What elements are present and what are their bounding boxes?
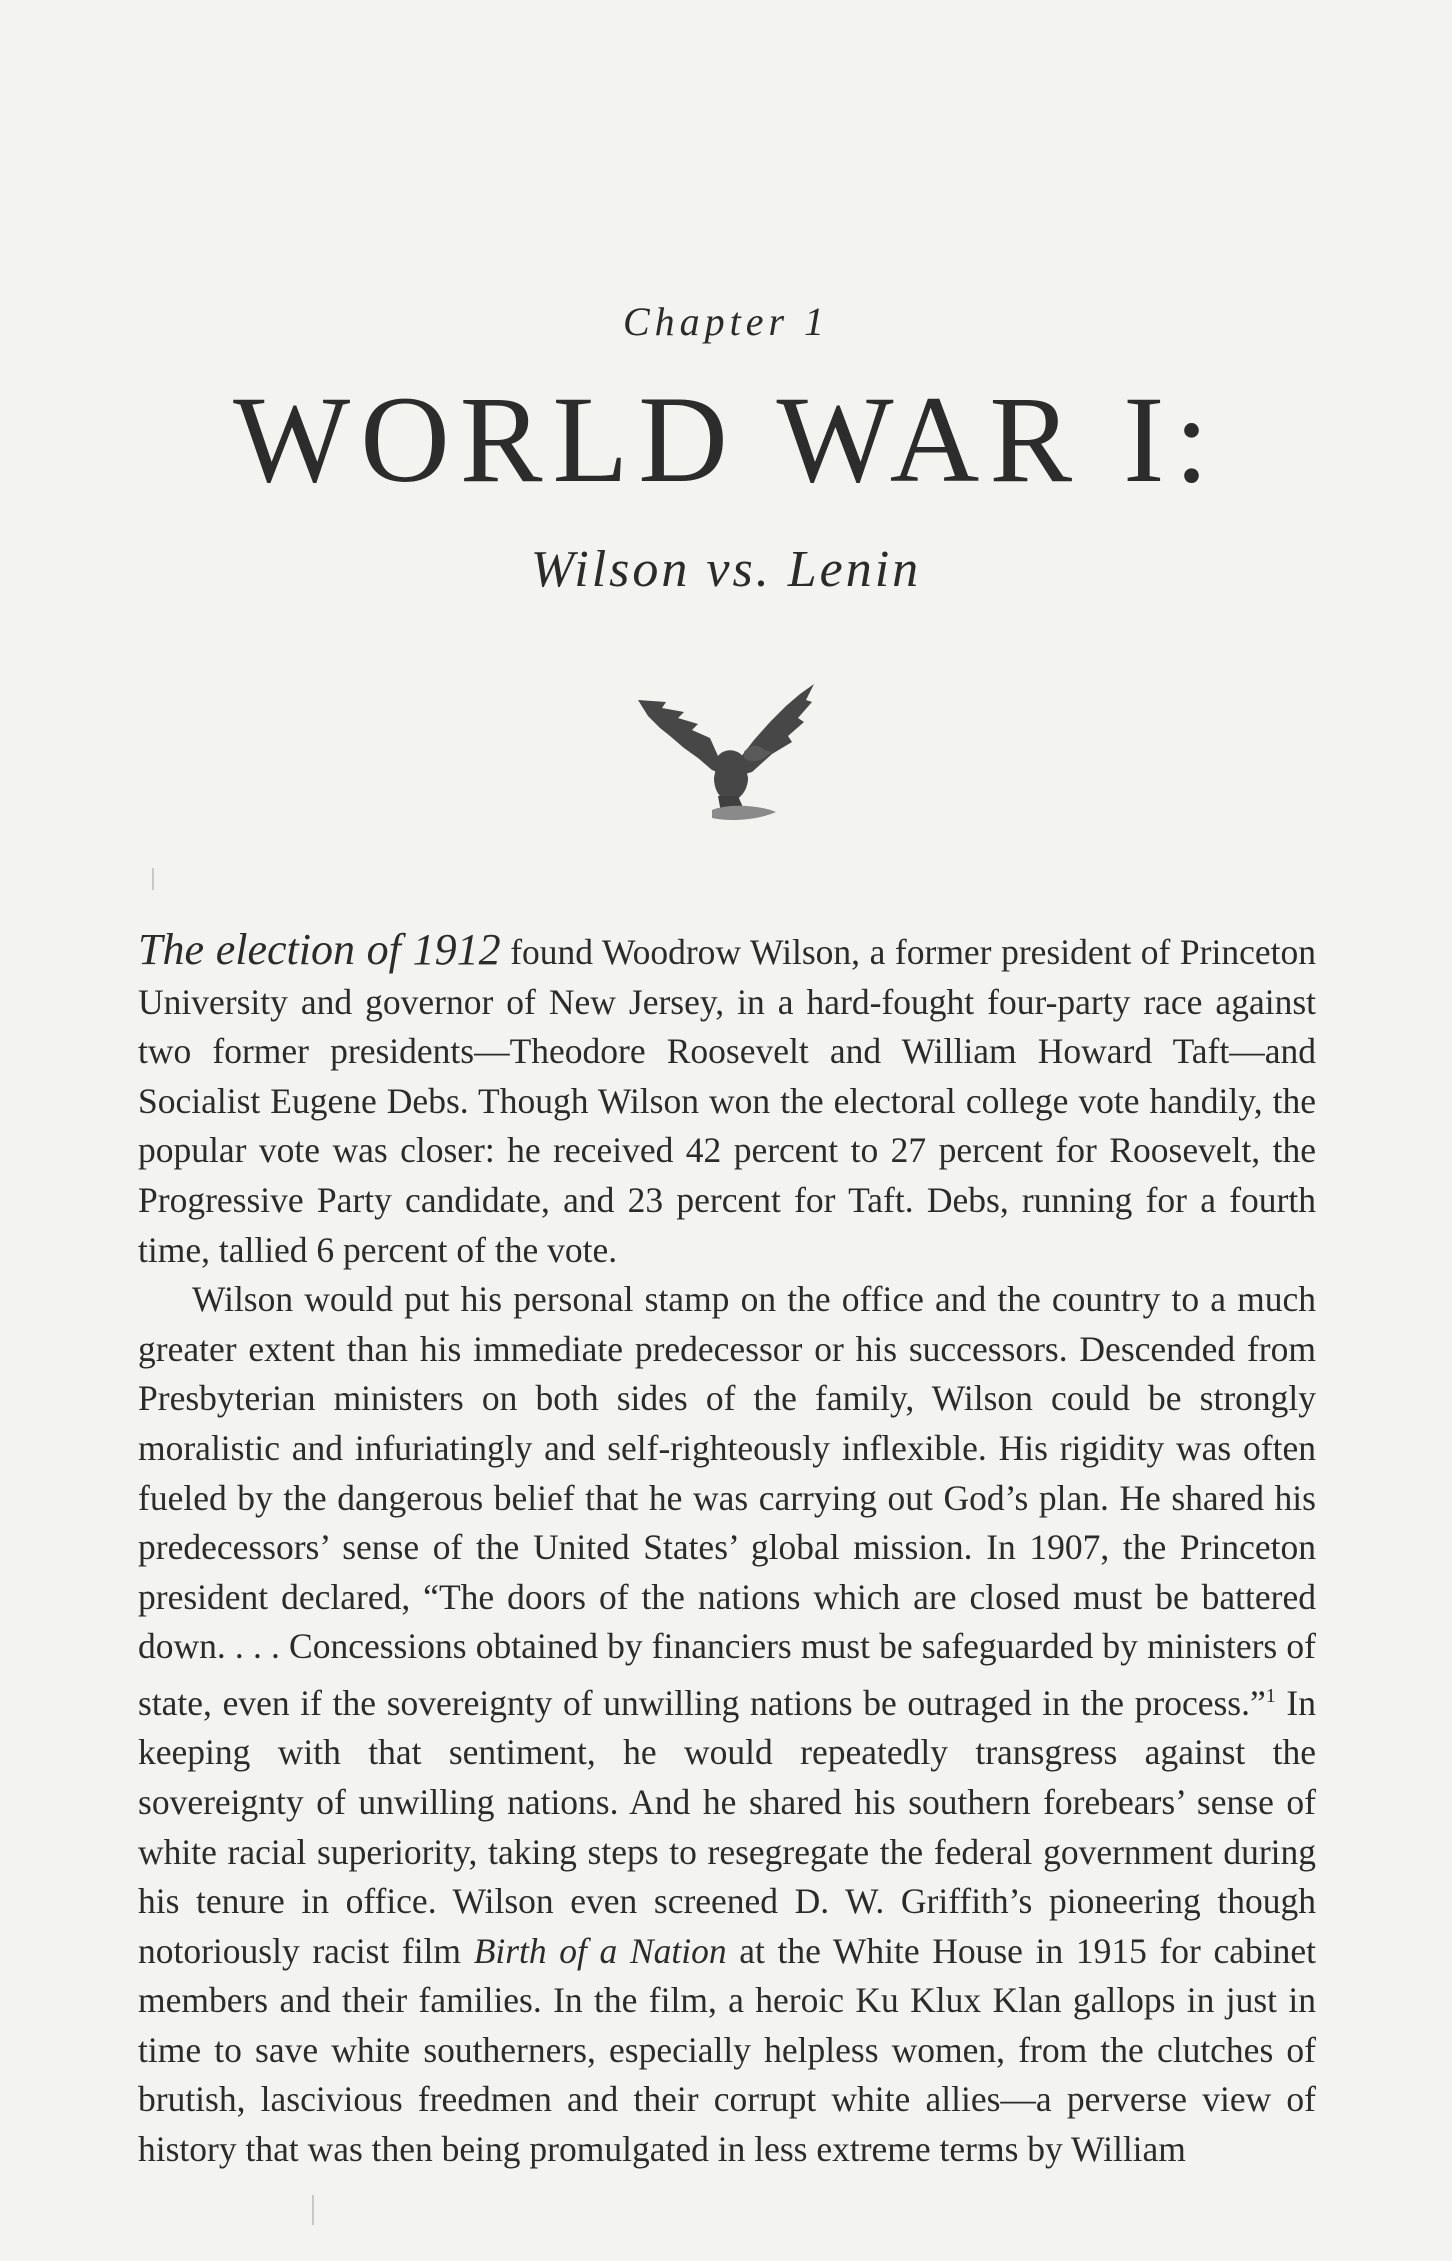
eagle-left-wing — [638, 700, 722, 774]
chapter-label: Chapter 1 — [622, 299, 830, 344]
chapter-title: WORLD WAR I: — [233, 371, 1219, 508]
eagle-right-wing — [738, 684, 814, 776]
body-text — [138, 925, 1316, 2175]
eagle-perch — [712, 806, 776, 820]
lead-in: The election of 1912 — [138, 925, 501, 974]
scan-artifact — [152, 868, 154, 890]
scan-artifact — [312, 2195, 314, 2225]
film-title: Birth of a Nation — [473, 1930, 727, 1971]
eagle-icon — [626, 678, 826, 828]
paragraph-2 — [138, 1275, 1316, 2175]
paragraph-2-text-a: Wilson would put his personal stamp on the office and the country to a much greater extent than his immediate predecessor or his successors. Descended from Presbyterian ministers on both sides of the family, Wilson could be strongly moralistic and infuriatingly and self-righteously inflexible. His rigidity was often fueled by the dangerous belief that he was carrying out God’s plan. He shared his predecessors’ sense of the United States’ global mission. In 1907, the Princeton president declared, “The doors of the nations which are closed must be battered down. . . . Concessions obtained by financiers must be safeguarded by ministers of state, even if the sovereignty of unwilling nations be outraged in the process.” — [138, 1279, 1316, 1723]
paragraph-1 — [138, 925, 1316, 1275]
eagle-body — [714, 750, 748, 802]
paragraph-1-text: found Woodrow Wilson, a former president of Princeton University and governor of New Jersey, in a hard-fought four-party race against two former presidents—Theodore Roosevelt and William Howard Taft—and Socialist Eugene Debs. Though Wilson won the electoral college vote handily, the popular vote was closer: he received 42 percent to 27 percent for Roosevelt, the Progressive Party candidate, and 23 percent for Taft. Debs, running for a fourth time, tallied 6 percent of the vote. — [138, 932, 1316, 1270]
paragraph-2-text-b: In keeping with that sentiment, he would repeatedly transgress against the sovereignty of unwilling nations. And he shared his southern forebears’ sense of white racial superiority, taking steps to resegregate the federal government during his tenure in office. Wilson even screened D. W. Griffith’s pioneering though notoriously racist film — [138, 1682, 1316, 1971]
footnote-ref[interactable]: 1 — [1265, 1684, 1276, 1707]
paragraph-2-text-c: at the White House in 1915 for cabinet members and their families. In the film, a heroic Ku Klux Klan gallops in just in time to save white southerners, especially helpless women, from the clutches of brutish, lascivious freedmen and their corrupt white allies—a perverse view of history that was then being promulgated in less extreme terms by William — [138, 1930, 1316, 2170]
chapter-subtitle: Wilson vs. Lenin — [530, 541, 922, 598]
